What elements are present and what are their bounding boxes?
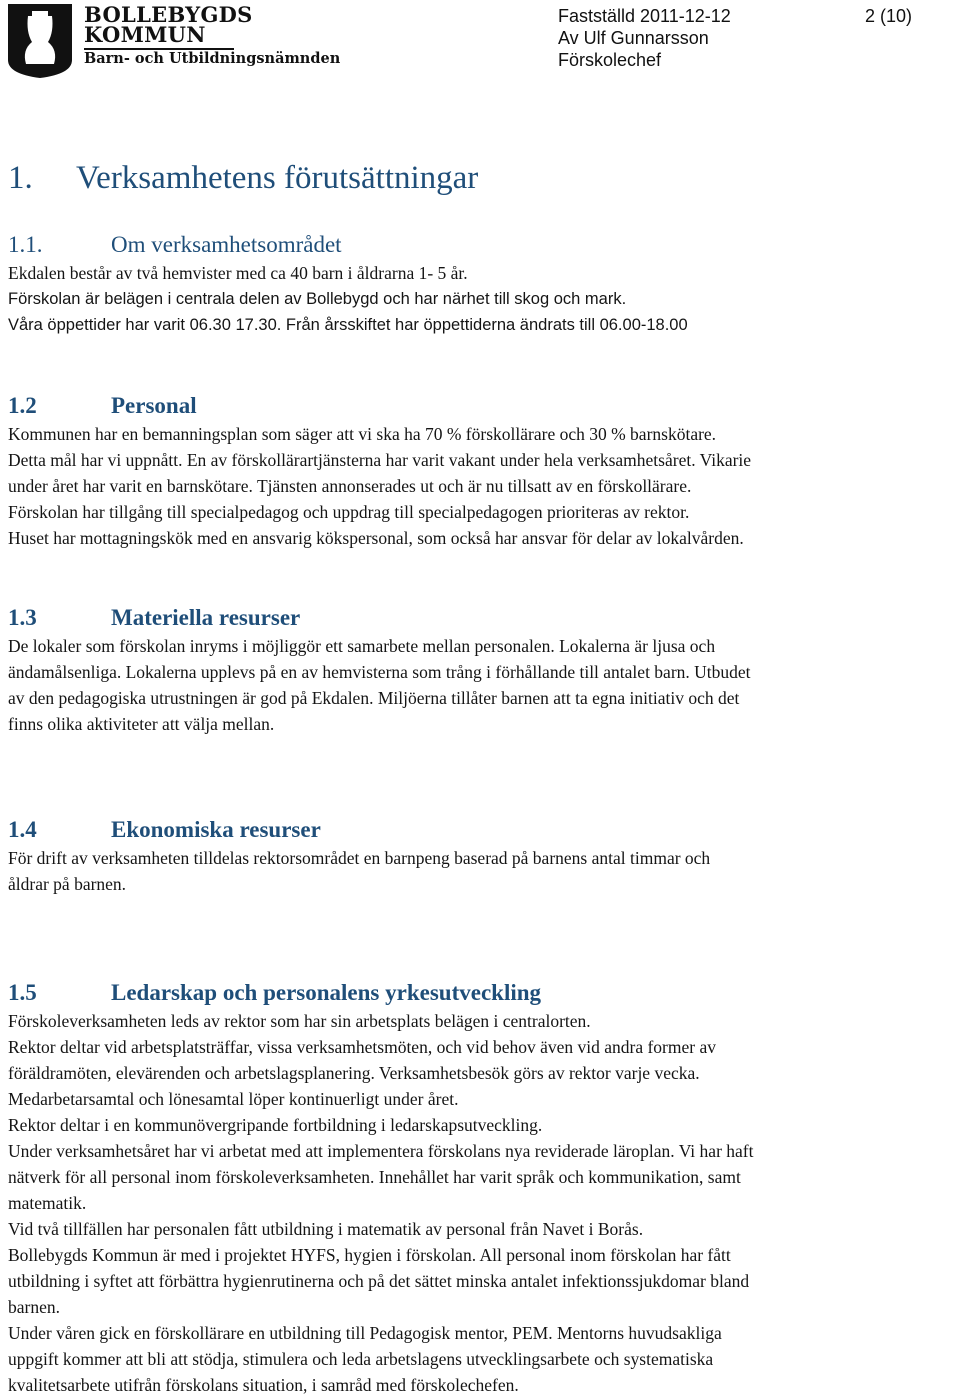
paragraph-line: under året har varit en barnskötare. Tjänsten annonserades ut och är nu tillsatt av en förskollärare. — [8, 476, 692, 496]
section-heading-text: Om verksamhetsområdet — [111, 232, 342, 257]
section-heading-1-1 — [8, 232, 342, 258]
paragraph-line: Ekdalen består av två hemvister med ca 40 barn i åldrarna 1- 5 år. — [8, 263, 468, 283]
paragraph-line: barnen. — [8, 1297, 60, 1317]
paragraph-line: Förskoleverksamheten leds av rektor som har sin arbetsplats belägen i centralorten. — [8, 1011, 591, 1031]
section-heading-text: Materiella resurser — [111, 605, 301, 630]
author-role: Förskolechef — [558, 50, 662, 70]
paragraph-line: Detta mål har vi uppnått. En av förskollärartjänsterna har varit vakant under hela verksamhetsåret. Vikarie — [8, 450, 752, 470]
section-body-1-4 — [8, 845, 958, 897]
chapter-number: 1. — [8, 160, 33, 196]
section-heading-text: Ledarskap och personalens yrkesutveckling — [111, 980, 542, 1005]
section-number: 1.5 — [8, 980, 37, 1005]
paragraph-line: utbildning i syftet att förbättra hygienrutinerna och på det sättet minska antalet infektionssjukdomar bland — [8, 1271, 750, 1291]
paragraph-line: För drift av verksamheten tilldelas rektorsområdet en barnpeng baserad på barnens antal timmar och — [8, 848, 711, 868]
document-date: Fastställd 2011-12-12 — [558, 6, 731, 26]
chapter-title-text: Verksamhetens förutsättningar — [76, 160, 479, 196]
section-heading-1-2 — [8, 393, 197, 419]
paragraph-line: av den pedagogiska utrustningen är god på Ekdalen. Miljöerna tillåter barnen att ta egna initiativ och det — [8, 688, 740, 708]
paragraph-line: nätverk för all personal inom förskoleverksamheten. Innehållet har varit språk och kommunikation, samt — [8, 1167, 741, 1187]
section-heading-1-4 — [8, 817, 321, 843]
section-body-1-1 — [8, 260, 958, 338]
paragraph-line: kvalitetsarbete utifrån förskolans situation, i samråd med förskolechefen. — [8, 1375, 519, 1395]
paragraph-line: finns olika aktiviteter att välja mellan. — [8, 714, 275, 734]
paragraph-line: Huset har mottagningskök med en ansvarig kökspersonal, som också har ansvar för delar av lokalvården. — [8, 528, 744, 548]
section-body-1-5 — [8, 1008, 958, 1398]
paragraph-line: föräldramöten, elevärenden och arbetslagsplanering. Verksamhetsbesök görs av rektor varje vecka. — [8, 1063, 700, 1083]
org-department: Barn- och Utbildningsnämnden — [84, 50, 341, 67]
section-heading-1-3 — [8, 605, 300, 631]
section-heading-text: Personal — [111, 393, 197, 418]
section-heading-text: Ekonomiska resurser — [111, 817, 321, 842]
paragraph-line: Rektor deltar vid arbetsplatsträffar, vissa verksamhetsmöten, och vid behov även vid andra former av — [8, 1037, 716, 1057]
paragraph-line: ändamålsenliga. Lokalerna upplevs på en av hemvisterna som trång i förhållande till antalet barn. Utbudet — [8, 662, 751, 682]
paragraph-line: Våra öppettider har varit 06.30 17.30. Från årsskiftet har öppettiderna ändrats till 06.00-18.00 — [8, 316, 688, 334]
section-body-1-2 — [8, 421, 958, 551]
document-author: Av Ulf Gunnarsson — [558, 28, 709, 48]
paragraph-line: Kommunen har en bemanningsplan som säger att vi ska ha 70 % förskollärare och 30 % barnskötare. — [8, 424, 717, 444]
chapter-title — [8, 160, 478, 197]
paragraph-line: Under våren gick en förskollärare en utbildning till Pedagogisk mentor, PEM. Mentorns huvudsakliga — [8, 1323, 722, 1343]
paragraph-line: Rektor deltar i en kommunövergripande fortbildning i ledarskapsutveckling. — [8, 1115, 543, 1135]
paragraph-line: Vid två tillfällen har personalen fått utbildning i matematik av personal från Navet i Borås. — [8, 1219, 644, 1239]
paragraph-line: Förskolan har tillgång till specialpedagog och uppdrag till specialpedagogen prioriteras av rektor. — [8, 502, 690, 522]
paragraph-line: åldrar på barnen. — [8, 874, 127, 894]
section-body-1-3 — [8, 633, 958, 737]
paragraph-line: De lokaler som förskolan inryms i möjliggör ett samarbete mellan personalen. Lokalerna är ljusa och — [8, 636, 716, 656]
paragraph-line: matematik. — [8, 1193, 87, 1213]
section-number: 1.4 — [8, 817, 37, 842]
paragraph-line: Bollebygds Kommun är med i projektet HYFS, hygien i förskolan. All personal inom förskolan har fått — [8, 1245, 731, 1265]
section-heading-1-5 — [8, 980, 541, 1006]
section-number: 1.3 — [8, 605, 37, 630]
paragraph-line: Medarbetarsamtal och lönesamtal löper kontinuerligt under året. — [8, 1089, 459, 1109]
section-number: 1.2 — [8, 393, 37, 418]
municipality-crest-logo — [4, 2, 76, 80]
org-name-line1: BOLLEBYGDS — [84, 2, 253, 27]
org-name-line2: KOMMUN — [84, 22, 206, 47]
paragraph-line: uppgift kommer att bli att stödja, stimulera och leda arbetslagens utvecklingsarbete och systematiska — [8, 1349, 714, 1369]
paragraph-line: Under verksamhetsåret har vi arbetat med att implementera förskolans nya reviderade läroplan. Vi har haft — [8, 1141, 754, 1161]
section-number: 1.1. — [8, 232, 43, 257]
page-number: 2 (10) — [865, 6, 913, 26]
paragraph-line: Förskolan är belägen i centrala delen av Bollebygd och har närhet till skog och mark. — [8, 290, 627, 308]
